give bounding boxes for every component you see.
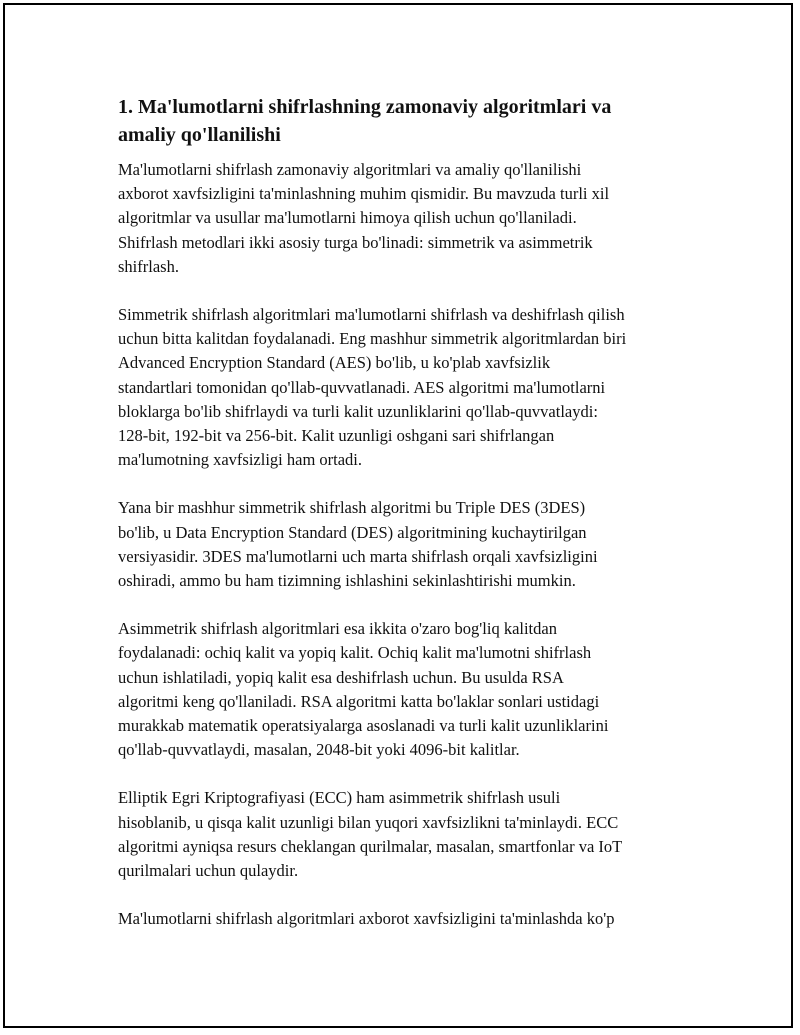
paragraph-line: algoritmi ayniqsa resurs cheklangan qurilmalar, masalan, smartfonlar va IoT <box>118 836 623 856</box>
paragraph-asymmetric <box>118 617 698 762</box>
paragraph-line: hisoblanib, u qisqa kalit uzunligi bilan yuqori xavfsizlikni ta'minlaydi. ECC <box>118 812 619 832</box>
section-heading <box>118 93 698 149</box>
paragraph-ecc <box>118 786 698 883</box>
paragraph-line: ma'lumotning xavfsizligi ham ortadi. <box>118 450 363 470</box>
paragraph-line: qo'llab-quvvatlaydi, masalan, 2048-bit yoki 4096-bit kalitlar. <box>118 740 520 760</box>
paragraph-line: Advanced Encryption Standard (AES) bo'lib, u ko'plab xavfsizlik <box>118 353 551 373</box>
paragraph-line: foydalanadi: ochiq kalit va yopiq kalit. Ochiq kalit ma'lumotni shifrlash <box>118 643 592 663</box>
heading-line: amaliy qo'llanilishi <box>118 124 281 146</box>
paragraph-line: Ma'lumotlarni shifrlash algoritmlari axborot xavfsizligini ta'minlashda ko'p <box>118 909 615 929</box>
paragraph-line: uchun ishlatiladi, yopiq kalit esa deshifrlash uchun. Bu usulda RSA <box>118 667 564 687</box>
paragraph-line: qurilmalari uchun qulaydir. <box>118 861 299 881</box>
paragraph-line: algoritmi keng qo'llaniladi. RSA algoritmi katta bo'laklar sonlari ustidagi <box>118 691 600 711</box>
paragraph-conclusion <box>118 907 698 931</box>
paragraph-line: 128-bit, 192-bit va 256-bit. Kalit uzunligi oshgani sari shifrlangan <box>118 426 555 446</box>
paragraph-line: bo'lib, u Data Encryption Standard (DES) algoritmining kuchaytirilgan <box>118 522 587 542</box>
paragraph-intro <box>118 158 698 279</box>
paragraph-line: bloklarga bo'lib shifrlaydi va turli kalit uzunliklarini qo'llab-quvvatlaydi: <box>118 401 598 421</box>
paragraph-line: murakkab matematik operatsiyalarga asoslanadi va turli kalit uzunliklarini <box>118 716 609 736</box>
paragraph-line: Elliptik Egri Kriptografiyasi (ECC) ham asimmetrik shifrlash usuli <box>118 788 561 808</box>
paragraph-line: Shifrlash metodlari ikki asosiy turga bo'linadi: simmetrik va asimmetrik <box>118 232 593 252</box>
paragraph-line: Ma'lumotlarni shifrlash zamonaviy algoritmlari va amaliy qo'llanilishi <box>118 160 582 179</box>
paragraph-symmetric <box>118 303 698 472</box>
paragraph-line: Asimmetrik shifrlash algoritmlari esa ikkita o'zaro bog'liq kalitdan <box>118 619 557 639</box>
paragraph-line: Simmetrik shifrlash algoritmlari ma'lumotlarni shifrlash va deshifrlash qilish <box>118 305 625 325</box>
paragraph-line: standartlari tomonidan qo'llab-quvvatlanadi. AES algoritmi ma'lumotlarni <box>118 377 606 397</box>
paragraph-line: shifrlash. <box>118 256 179 276</box>
paragraph-line: oshiradi, ammo bu ham tizimning ishlashini sekinlashtirishi mumkin. <box>118 571 576 591</box>
heading-line: 1. Ma'lumotlarni shifrlashning zamonaviy algoritmlari va <box>118 96 612 118</box>
paragraph-line: Yana bir mashhur simmetrik shifrlash algoritmi bu Triple DES (3DES) <box>118 498 586 518</box>
paragraph-line: uchun bitta kalitdan foydalanadi. Eng mashhur simmetrik algoritmlardan biri <box>118 329 627 349</box>
paragraph-3des <box>118 496 698 593</box>
paragraph-line: algoritmlar va usullar ma'lumotlarni himoya qilish uchun qo'llaniladi. <box>118 208 577 228</box>
paragraph-line: versiyasidir. 3DES ma'lumotlarni uch marta shifrlash orqali xavfsizligini <box>118 546 598 566</box>
document-body <box>118 93 698 955</box>
paragraph-line: axborot xavfsizligini ta'minlashning muhim qismidir. Bu mavzuda turli xil <box>118 184 610 204</box>
